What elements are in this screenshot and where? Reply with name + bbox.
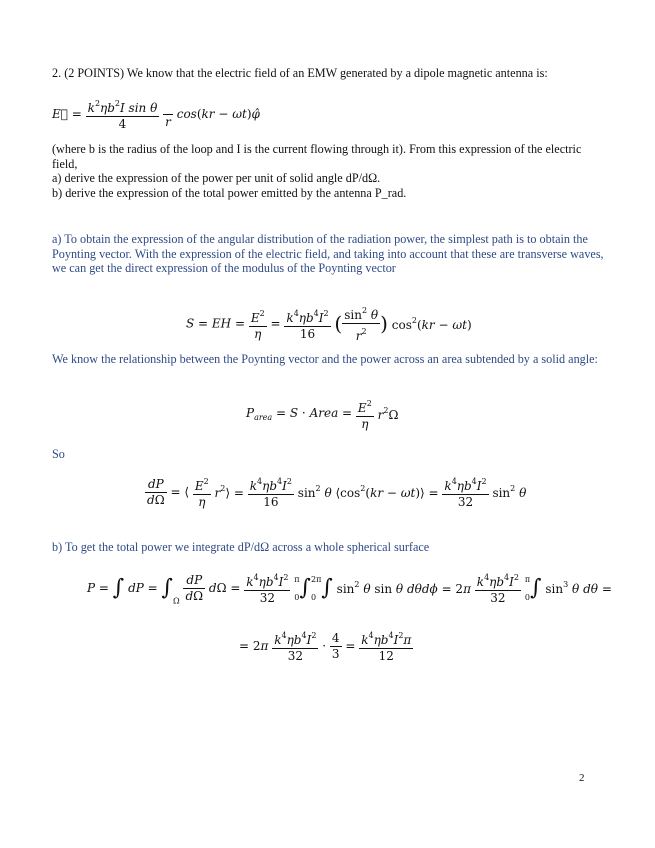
problem-context: (where b is the radius of the loop and I is the current flowing through it). From this expression of the electric field,: [52, 142, 582, 171]
solution-a-intro: a) To obtain the expression of the angular distribution of the radiation power, the simplest path is to obtain the Poynting vector. With the expression of the electric field, and taking into account that these are transverse waves, we can get the direct expression of the modulus of the Poynting vector: [52, 232, 604, 275]
problem-part-a: a) derive the expression of the power per unit of solid angle dP/dΩ.: [52, 171, 381, 185]
dpdomega-equation: $\frac{dP}{d\Omega}$ = ⟨ $\frac{E^2}{\eta}$ $r^2⟩$ = $\frac{k^4\eta b^4I^2}{16}$ $\sin^2 \theta$ $⟨\cos^2(kr$ − ωt)⟩ = $\frac{k^4\eta b^4I^2}{32}$ $\sin^2 \theta$: [145, 474, 526, 510]
poynting-equation: S = EH = $\frac{E^2}{\eta}$ = $\frac{k^4\eta b^4I^2}{16}$ ( $\frac{\sin^2 \theta}{r^2}$ ) $\cos^2(kr - \omega t)$: [186, 303, 472, 344]
solution-so: So: [52, 447, 65, 461]
solution-b-intro: b) To get the total power we integrate dP/dΩ across a whole spherical surface: [52, 540, 430, 554]
total-power-result: = 2π $\frac{k^4\eta b^4I^2}{32}$ · $\frac{4}{3}$ = $\frac{k^4\eta b^4I^2\pi}{12}$: [239, 628, 413, 664]
page-number: 2: [579, 772, 585, 784]
problem-statement: 2. (2 POINTS) We know that the electric field of an EMW generated by a dipole magnetic antenna is:: [52, 66, 548, 80]
efield-equation: E⃗ = $\frac{k^2\eta b^2I \sin \theta}{4}$ r cos(kr − ωt)φ̂: [52, 96, 260, 132]
total-power-equation: P = ∫ dP = $\int_\Omega$ $\frac{dP}{d\Omega}$ dΩ = $\frac{k^4\eta b^4I^2}{32}$ π 0∫2π 0 ∫ $\sin^2 \theta$ sin θ dθdϕ = 2π $\frac{k^4\eta b^4I^2}{32}$ π 0∫ $\sin^3 \theta$ dθ =: [87, 570, 612, 606]
solution-relation: We know the relationship between the Poynting vector and the power across an area subtended by a solid angle:: [52, 352, 598, 366]
problem-part-b: b) derive the expression of the total power emitted by the antenna P_rad.: [52, 186, 407, 200]
parea-equation: $P_{area} = S$ · Area = $\frac{E^2}{\eta}$ $r^2\Omega$: [246, 396, 398, 432]
